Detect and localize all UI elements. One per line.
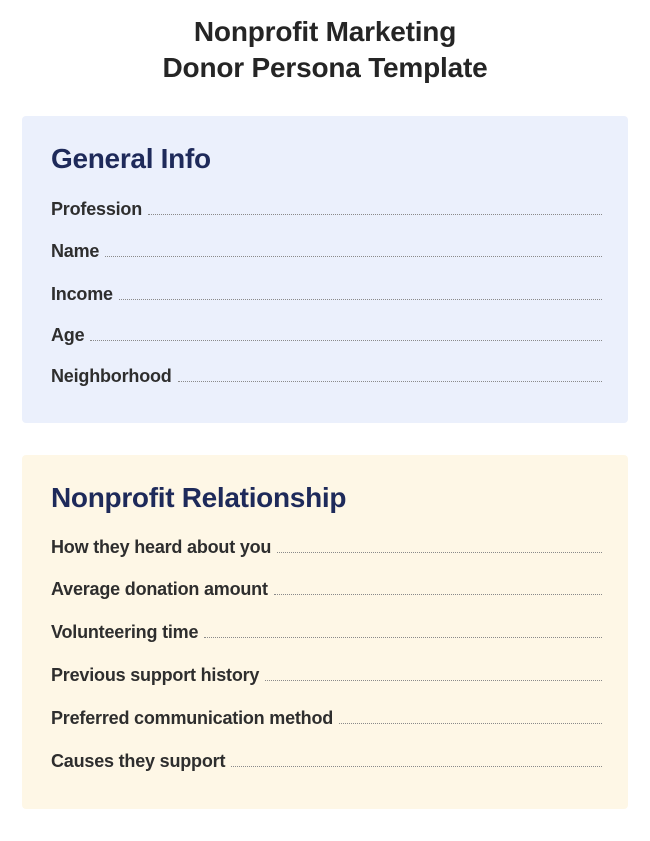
name-input-line[interactable] bbox=[105, 256, 602, 257]
volunteering-time-field[interactable] bbox=[51, 619, 602, 643]
field-label: Profession bbox=[51, 199, 143, 219]
age-field[interactable] bbox=[51, 322, 602, 346]
nonprofit-relationship-section bbox=[22, 455, 628, 809]
heard-about-field[interactable] bbox=[51, 534, 602, 558]
page-title-line-2: Donor Persona Template bbox=[162, 52, 488, 83]
field-label: Causes they support bbox=[51, 751, 226, 771]
causes-supported-field[interactable] bbox=[51, 748, 602, 772]
income-input-line[interactable] bbox=[119, 299, 602, 300]
nonprofit-relationship-heading: Nonprofit Relationship bbox=[51, 482, 347, 513]
general-info-heading: General Info bbox=[51, 143, 211, 174]
field-label: Neighborhood bbox=[51, 366, 172, 386]
profession-input-line[interactable] bbox=[148, 214, 602, 215]
profession-field[interactable] bbox=[51, 196, 602, 220]
income-field[interactable] bbox=[51, 281, 602, 305]
page-title-line-1: Nonprofit Marketing bbox=[193, 16, 457, 47]
age-input-line[interactable] bbox=[90, 340, 602, 341]
neighborhood-field[interactable] bbox=[51, 363, 602, 387]
causes-supported-input-line[interactable] bbox=[231, 766, 602, 767]
field-label: Age bbox=[51, 325, 85, 345]
neighborhood-input-line[interactable] bbox=[178, 381, 602, 382]
field-label: Preferred communication method bbox=[51, 708, 334, 728]
heard-about-input-line[interactable] bbox=[277, 552, 602, 553]
field-label: How they heard about you bbox=[51, 537, 272, 557]
page-title bbox=[0, 14, 650, 86]
general-info-section bbox=[22, 116, 628, 423]
field-label: Average donation amount bbox=[51, 579, 268, 599]
support-history-input-line[interactable] bbox=[265, 680, 602, 681]
field-label: Name bbox=[51, 241, 100, 261]
field-label: Volunteering time bbox=[51, 622, 199, 642]
communication-method-field[interactable] bbox=[51, 705, 602, 729]
communication-method-input-line[interactable] bbox=[339, 723, 602, 724]
average-donation-field[interactable] bbox=[51, 576, 602, 600]
average-donation-input-line[interactable] bbox=[274, 594, 602, 595]
name-field[interactable] bbox=[51, 238, 602, 262]
field-label: Income bbox=[51, 284, 113, 304]
volunteering-time-input-line[interactable] bbox=[204, 637, 602, 638]
support-history-field[interactable] bbox=[51, 662, 602, 686]
field-label: Previous support history bbox=[51, 665, 260, 685]
